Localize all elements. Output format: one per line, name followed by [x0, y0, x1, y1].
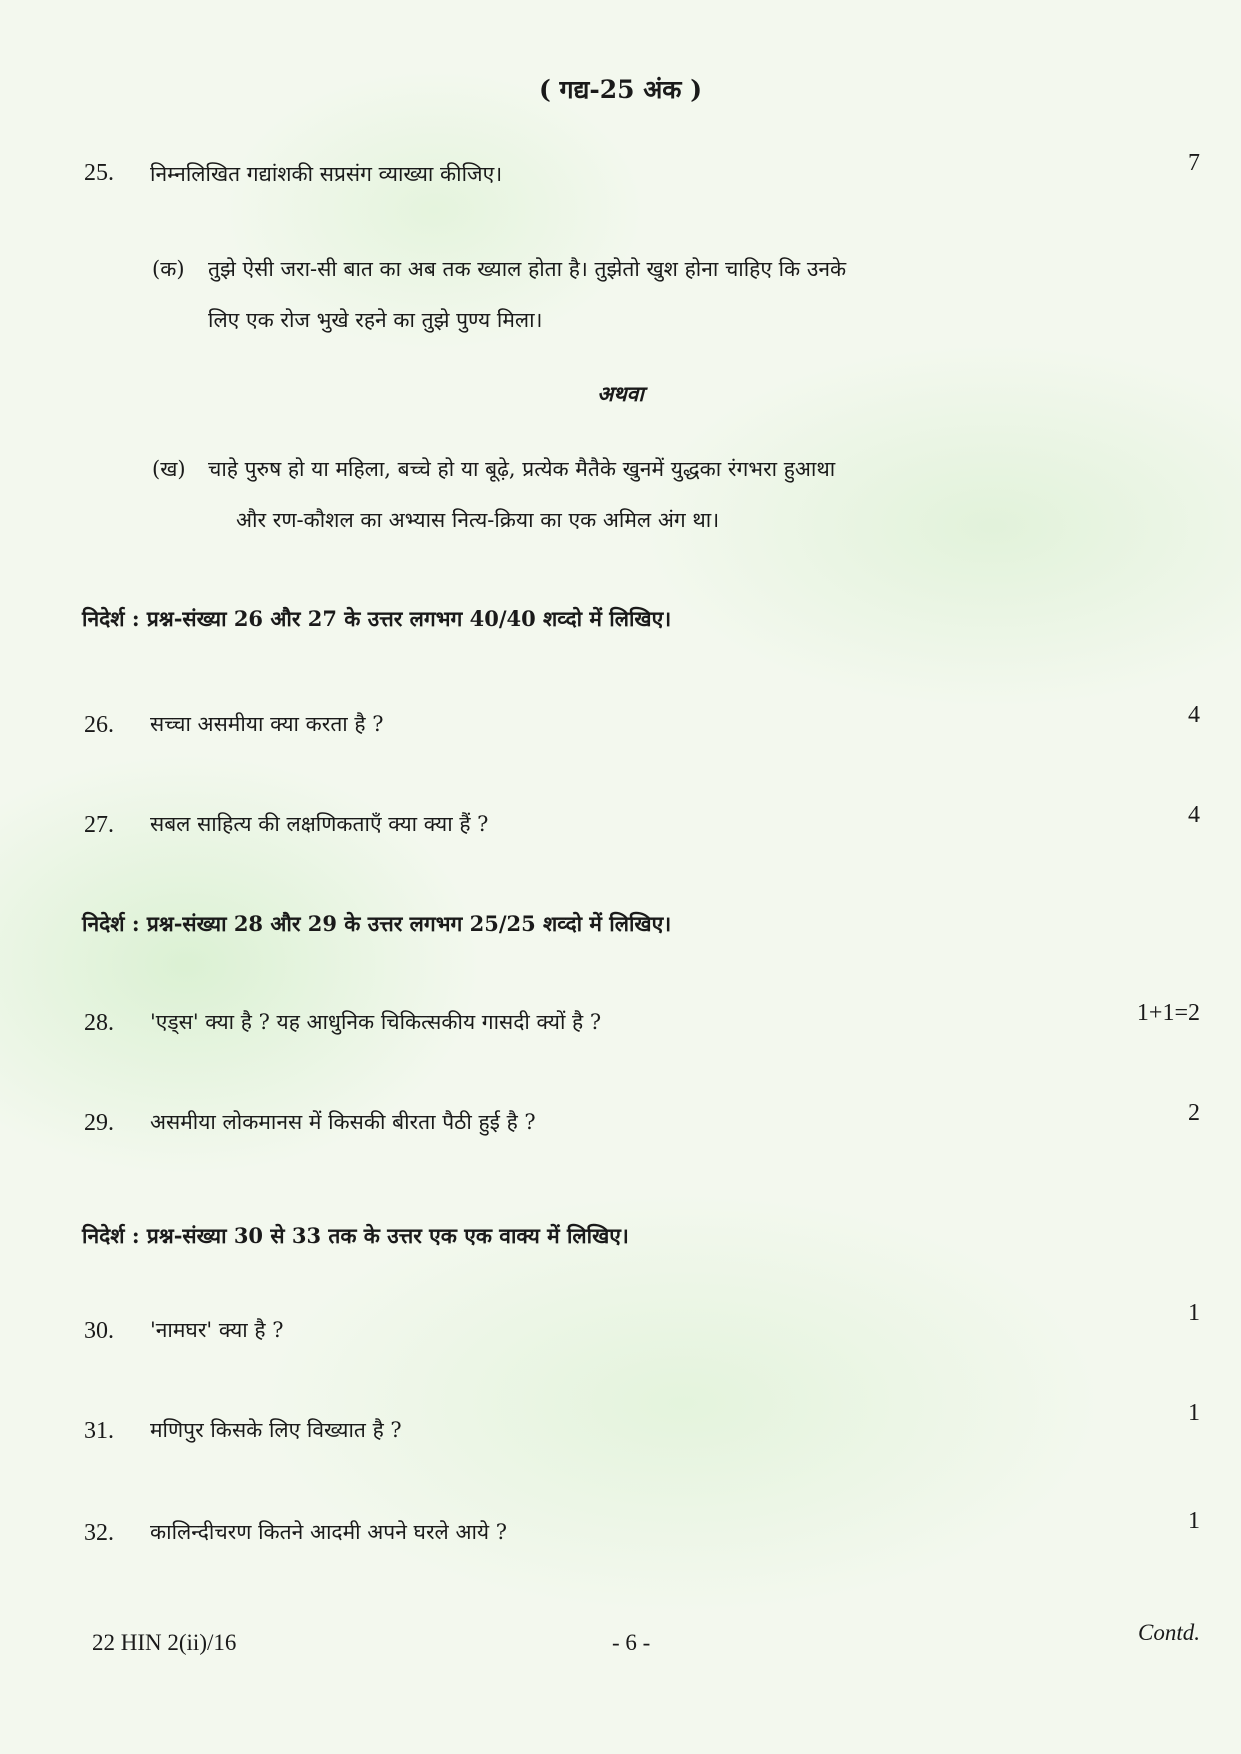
q29-number: 29.: [84, 1110, 114, 1136]
instruction-28-29: निदेर्श : प्रश्न-संख्या 28 और 29 के उत्तर लगभग 25/25 शव्दो में लिखिए।: [82, 911, 672, 936]
q29-marks: 2: [1188, 1100, 1200, 1126]
q26-text: सच्चा असमीया क्या करता है ?: [150, 712, 384, 736]
q31-text: मणिपुर किसके लिए विख्यात है ?: [150, 1418, 402, 1442]
q27-number: 27.: [84, 812, 114, 838]
or-separator: अथवा: [597, 381, 644, 406]
q28-marks: 1+1=2: [1136, 1000, 1200, 1026]
footer-contd: Contd.: [1138, 1620, 1200, 1645]
q25-a-line2: लिए एक रोज भुखे रहने का तुझे पुण्य मिला।: [208, 308, 543, 332]
q29-text: असमीया लोकमानस में किसकी बीरता पैठी हुई है ?: [150, 1110, 536, 1134]
q25-b-line1: चाहे पुरुष हो या महिला, बच्चे हो या बूढ़े, प्रत्येक मैतैके खुनमें युद्धका रंगभरा हुआथा: [208, 457, 836, 481]
q25-marks: 7: [1188, 150, 1200, 176]
footer-page-number: - 6 -: [612, 1630, 651, 1655]
q31-number: 31.: [84, 1418, 114, 1444]
q28-text: 'एड्स' क्या है ? यह आधुनिक चिकित्सकीय गासदी क्यों है ?: [150, 1010, 602, 1034]
section-title: ( गद्य-25 अंक ): [538, 75, 703, 104]
q30-text: 'नामघर' क्या है ?: [150, 1318, 284, 1342]
instruction-26-27: निदेर्श : प्रश्न-संख्या 26 और 27 के उत्तर लगभग 40/40 शव्दो में लिखिए।: [82, 606, 672, 631]
q27-text: सबल साहित्य की लक्षणिकताएँ क्या क्या हैं ?: [150, 812, 489, 836]
q30-number: 30.: [84, 1318, 114, 1344]
q32-number: 32.: [84, 1520, 114, 1546]
q30-marks: 1: [1188, 1300, 1200, 1326]
q28-number: 28.: [84, 1010, 114, 1036]
instruction-30-33: निदेर्श : प्रश्न-संख्या 30 से 33 तक के उत्तर एक एक वाक्य में लिखिए।: [82, 1223, 629, 1248]
q32-text: कालिन्दीचरण कितने आदमी अपने घरले आये ?: [150, 1520, 508, 1544]
q31-marks: 1: [1188, 1400, 1200, 1426]
q25-text: निम्नलिखित गद्यांशकी सप्रसंग व्याख्या कीजिए।: [150, 162, 503, 186]
q26-number: 26.: [84, 712, 114, 738]
q25-b-line2: और रण-कौशल का अभ्यास नित्य-क्रिया का एक अमिल अंग था।: [236, 508, 720, 532]
q25-a-line1: तुझे ऐसी जरा-सी बात का अब तक ख्याल होता है। तुझेतो खुश होना चाहिए कि उनके: [208, 257, 847, 281]
q25-b-label: (ख): [152, 457, 186, 481]
q27-marks: 4: [1188, 802, 1200, 828]
q25-number: 25.: [84, 160, 114, 186]
q32-marks: 1: [1188, 1508, 1200, 1534]
footer-paper-code: 22 HIN 2(ii)/16: [92, 1630, 237, 1655]
q26-marks: 4: [1188, 702, 1200, 728]
q25-a-label: (क): [152, 257, 185, 281]
